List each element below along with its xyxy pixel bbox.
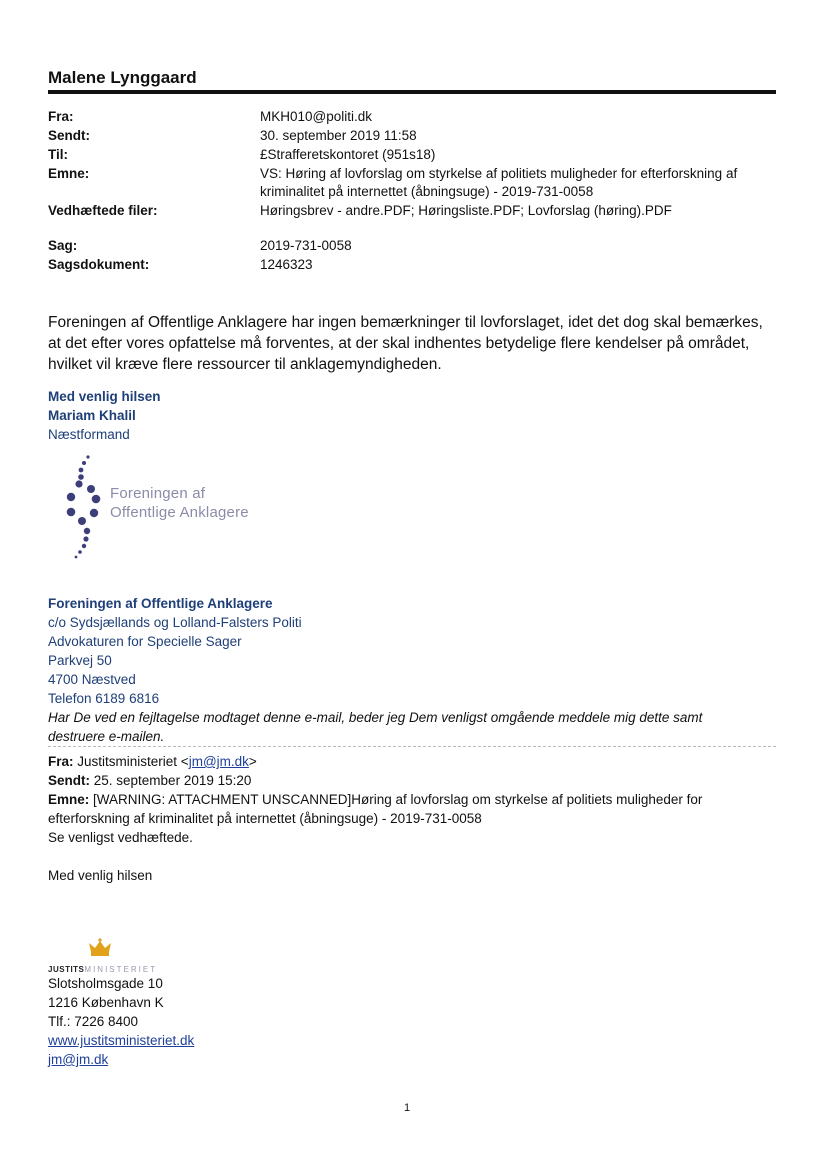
address-line: Advokaturen for Specielle Sager <box>48 634 242 649</box>
ministry-logo-light: MINISTERIET <box>84 965 158 974</box>
signature-greeting: Med venlig hilsen <box>48 389 161 404</box>
signature-block <box>48 387 161 444</box>
forwarded-from-email-link[interactable]: jm@jm.dk <box>188 754 249 769</box>
signature-name: Mariam Khalil <box>48 408 136 423</box>
forwarded-from-label: Fra: <box>48 754 74 769</box>
address-line: c/o Sydsjællands og Lolland-Falsters Politi <box>48 615 302 630</box>
case-document-label: Sagsdokument: <box>48 257 150 272</box>
page-number: 1 <box>404 1102 411 1114</box>
address-line: 4700 Næstved <box>48 672 136 687</box>
logo-text <box>110 484 249 522</box>
header-rule <box>48 90 776 94</box>
from-value: MKH010@politi.dk <box>260 109 373 124</box>
subject-label: Emne: <box>48 166 90 181</box>
from-label: Fra: <box>48 109 74 124</box>
ministry-address-2: 1216 København K <box>48 995 164 1010</box>
association-logo <box>60 452 280 562</box>
ministry-website-link[interactable]: www.justitsministeriet.dk <box>48 1033 195 1048</box>
logo-line-2: Offentlige Anklagere <box>110 504 249 521</box>
forwarded-sent-label: Sendt: <box>48 773 90 788</box>
forwarded-greeting: Med venlig hilsen <box>48 868 153 883</box>
phone-line: Telefon 6189 6816 <box>48 691 160 706</box>
email-header-fields <box>48 108 788 278</box>
organisation-address <box>48 594 788 746</box>
mailbox-owner-name: Malene Lynggaard <box>48 68 197 87</box>
organisation-name: Foreningen af Offentlige Anklagere <box>48 596 273 611</box>
case-value: 2019-731-0058 <box>260 238 352 253</box>
signature-title: Næstformand <box>48 427 130 442</box>
subject-value: VS: Høring af lovforslag om styrkelse af politiets muligheder for efterforskning af kriminalitet på internettet (åbningsuge) - 2019-731-0058 <box>260 166 738 199</box>
ministry-contact <box>48 974 194 1069</box>
forwarded-subject-label: Emne: <box>48 792 90 807</box>
dots-logo-icon <box>60 452 110 562</box>
ministry-logo-bold: JUSTITS <box>48 965 85 974</box>
forwarded-sent <box>48 771 788 790</box>
forwarded-subject-value: [WARNING: ATTACHMENT UNSCANNED]Høring af lovforslag om styrkelse af politiets muligheder for efterforskning af kriminalitet på internettet (åbningsuge) - 2019-731-0058 <box>48 792 703 826</box>
forwarded-from-name: Justitsministeriet < <box>77 754 189 769</box>
to-value: £Strafferetskontoret (951s18) <box>260 147 436 162</box>
sent-value: 30. september 2019 11:58 <box>260 128 417 143</box>
logo-line-1: Foreningen af <box>110 485 206 502</box>
forwarded-from-end: > <box>248 754 257 769</box>
forwarded-from <box>48 752 788 771</box>
attachments-value[interactable]: Høringsbrev - andre.PDF; Høringsliste.PDF; Lovforslag (høring).PDF <box>260 203 672 218</box>
forwarded-sent-value: 25. september 2019 15:20 <box>93 773 252 788</box>
sent-label: Sendt: <box>48 128 90 143</box>
attachments-label: Vedhæftede filer: <box>48 203 158 218</box>
to-label: Til: <box>48 147 68 162</box>
forwarded-message <box>48 752 788 885</box>
ministry-address-1: Slotsholmsgade 10 <box>48 976 163 991</box>
forwarded-subject <box>48 790 748 828</box>
forward-separator <box>48 746 776 747</box>
case-label: Sag: <box>48 238 78 253</box>
forwarded-note: Se venligst vedhæftede. <box>48 830 193 845</box>
disclaimer: Har De ved en fejltagelse modtaget denne e-mail, beder jeg Dem venligst omgående meddele mig dette samt destruere e-mailen. <box>48 710 703 744</box>
address-line: Parkvej 50 <box>48 653 112 668</box>
message-body: Foreningen af Offentlige Anklagere har ingen bemærkninger til lovforslaget, idet det dog skal bemærkes, at det efter vores opfattelse må forventes, at der skal indhentes betydelige flere kendelser på området, hvilket vil kræve flere ressourcer til anklagemyndigheden. <box>48 314 763 373</box>
case-document-value: 1246323 <box>260 257 313 272</box>
ministry-phone: Tlf.: 7226 8400 <box>48 1014 139 1029</box>
ministry-email-link[interactable]: jm@jm.dk <box>48 1052 109 1067</box>
